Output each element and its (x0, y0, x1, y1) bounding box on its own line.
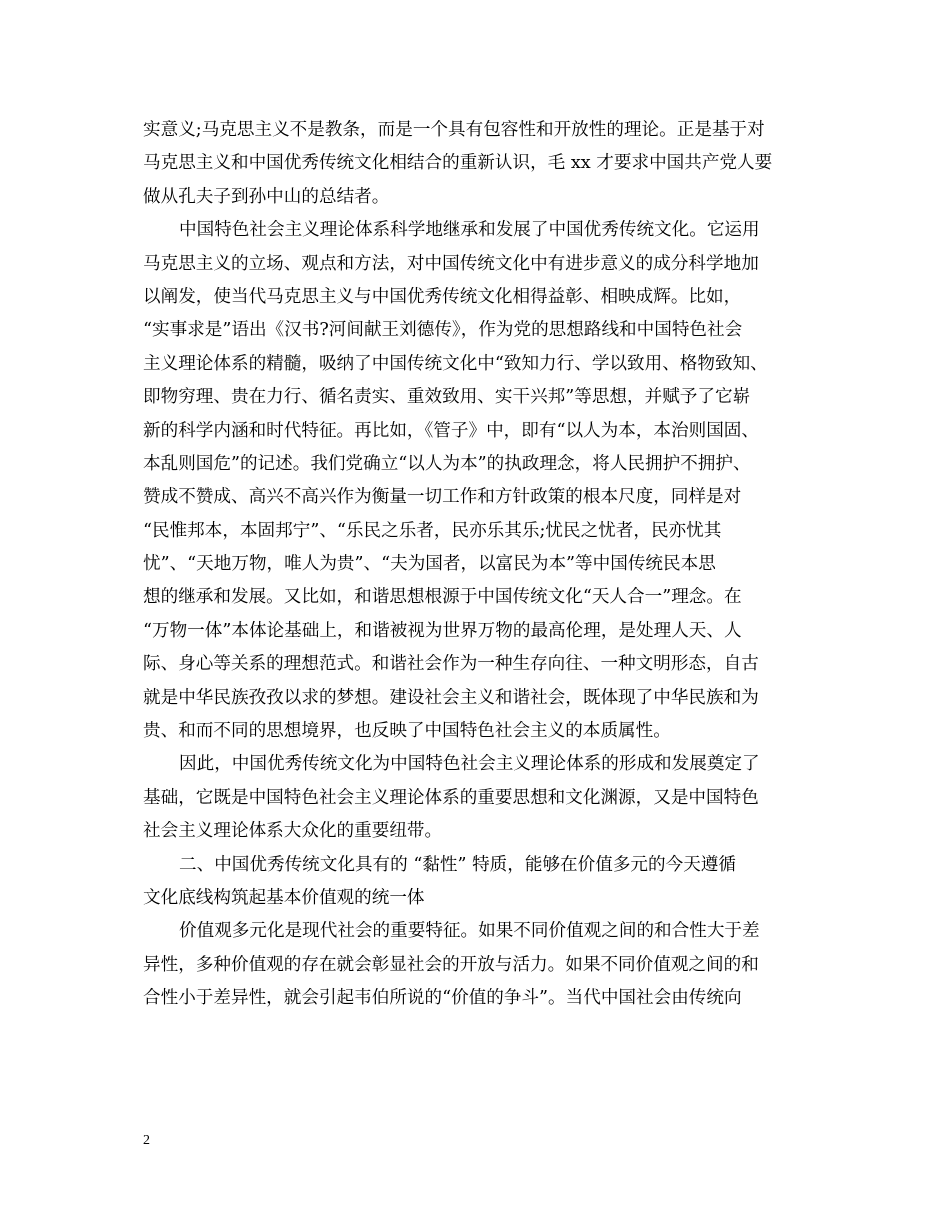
text-line: 马克思主义和中国优秀传统文化相结合的重新认识，毛 xx 才要求中国共产党人要 (143, 153, 773, 174)
text-line-indented: 因此，中国优秀传统文化为中国特色社会主义理论体系的形成和发展奠定了 (179, 754, 760, 775)
heading-line: 文化底线构筑起基本价值观的统一体 (143, 887, 425, 908)
text-line: 就是中华民族孜孜以求的梦想。建设社会主义和谐社会，既体现了中华民族和为 (143, 687, 759, 708)
text-line: 马克思主义的立场、观点和方法，对中国传统文化中有进步意义的成分科学地加 (143, 253, 759, 274)
text-line: 主义理论体系的精髓，吸纳了中国传统文化中“致知力行、学以致用、格物致知、 (143, 353, 768, 374)
text-line: 异性，多种价值观的存在就会彰显社会的开放与活力。如果不同价值观之间的和 (143, 954, 759, 975)
text-line: 新的科学内涵和时代特征。再比如，《管子》中，即有“以人为本，本治则国固、 (143, 420, 759, 441)
paragraph-3 (143, 748, 813, 848)
text-line: 社会主义理论体系大众化的重要纽带。 (143, 821, 443, 842)
text-line: 合性小于差异性，就会引起韦伯所说的“价值的争斗”。当代中国社会由传统向 (143, 988, 742, 1009)
text-line: 贵、和而不同的思想境界，也反映了中国特色社会主义的本质属性。 (143, 721, 671, 742)
text-line: 本乱则国危”的记述。我们党确立“以人为本”的执政理念，将人民拥护不拥护、 (143, 453, 751, 474)
text-line: 际、身心等关系的理想范式。和谐社会作为一种生存向往、一种文明形态，自古 (143, 654, 759, 675)
text-line: 想的继承和发展。又比如，和谐思想根源于中国传统文化“天人合一”理念。在 (143, 587, 742, 608)
paragraph-2 (143, 214, 813, 748)
text-line: “民惟邦本，本固邦宁”、“乐民之乐者，民亦乐其乐;忧民之忧者，民亦忧其 (143, 520, 722, 541)
text-line: 实意义;马克思主义不是教条，而是一个具有包容性和开放性的理论。正是基于对 (143, 120, 765, 140)
text-line: “万物一体”本体论基础上，和谐被视为世界万物的最高伦理，是处理人天、人 (143, 620, 742, 641)
text-line: 赞成不赞成、高兴不高兴作为衡量一切工作和方针政策的根本尺度，同样是对 (143, 487, 742, 508)
text-line: 忧”、“天地万物，唯人为贵”、“夫为国者，以富民为本”等中国传统民本思 (143, 554, 716, 575)
text-line: 基础，它既是中国特色社会主义理论体系的重要思想和文化渊源，又是中国特色 (143, 787, 759, 808)
paragraph-1 (143, 114, 813, 214)
heading-line-indented: 二、中国优秀传统文化具有的 “黏性” 特质，能够在价值多元的今天遵循 (179, 854, 736, 875)
text-line: 做从孔夫子到孙中山的总结者。 (143, 186, 390, 207)
text-line: “实事求是”语出《汉书?河间献王刘德传》，作为党的思想路线和中国特色社会 (143, 320, 743, 341)
text-line: 以阐发，使当代马克思主义与中国优秀传统文化相得益彰、相映成辉。比如， (143, 286, 742, 307)
section-heading (143, 849, 813, 916)
document-body (143, 114, 813, 1016)
text-line: 即物穷理、贵在力行、循名责实、重效致用、实干兴邦”等思想，并赋予了它崭 (143, 387, 751, 408)
text-line-indented: 价值观多元化是现代社会的重要特征。如果不同价值观之间的和合性大于差 (179, 921, 760, 942)
paragraph-5 (143, 915, 813, 1015)
text-line-indented: 中国特色社会主义理论体系科学地继承和发展了中国优秀传统文化。它运用 (179, 220, 760, 241)
page-number: 2 (143, 1133, 150, 1148)
